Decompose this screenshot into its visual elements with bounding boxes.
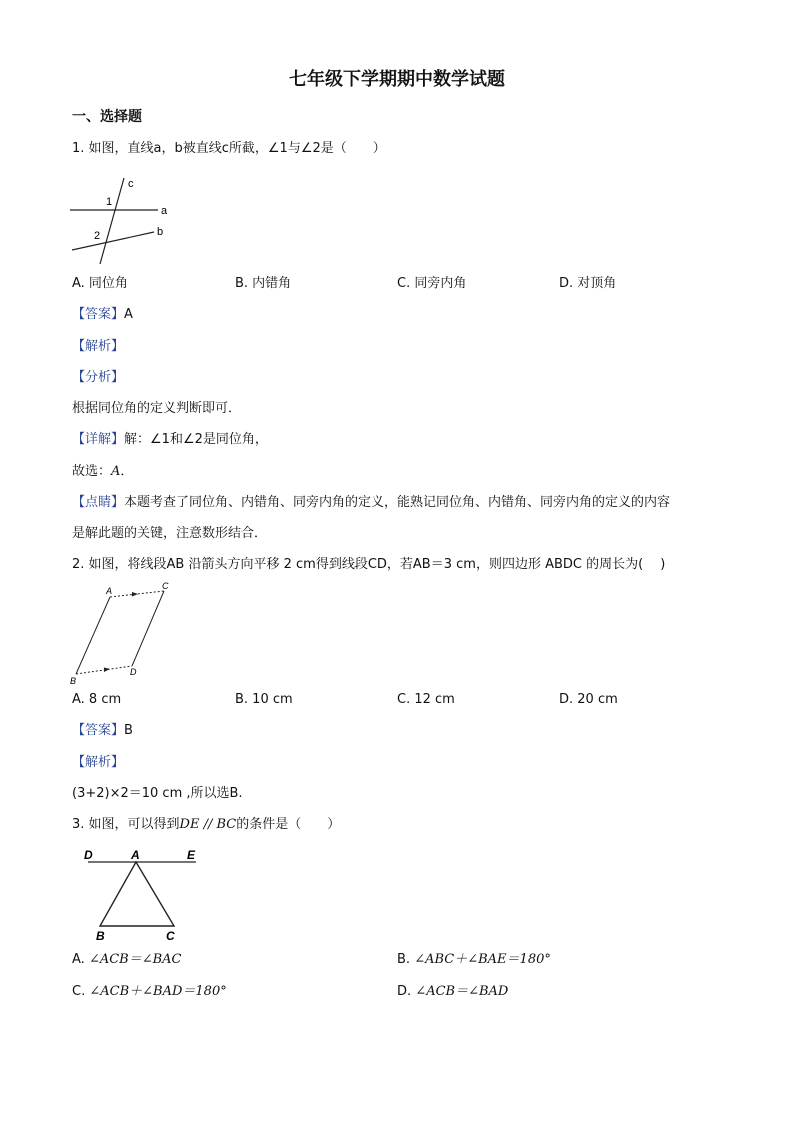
- line-b: [72, 232, 154, 250]
- label-a: a: [161, 205, 168, 217]
- q1-stem: 1. 如图，直线a，b被直线c所截，∠1与∠2是（ ）: [72, 141, 386, 156]
- segment-cd: [132, 591, 164, 666]
- detail-tag: 【详解】: [72, 432, 125, 447]
- section-heading: 一、选择题: [72, 109, 142, 125]
- q3-option-c: [72, 983, 227, 1001]
- choose-prefix: 故选：: [72, 464, 112, 479]
- option-math: ∠ACB＝∠BAC: [88, 952, 182, 967]
- segment-ab: [76, 597, 110, 674]
- label-B: B: [70, 676, 77, 686]
- q1-option-a: A. 同位角: [72, 276, 128, 291]
- choose-suffix: ．: [120, 464, 134, 479]
- page-title: 七年级下学期期中数学试题: [289, 69, 505, 90]
- answer-tag: 【答案】: [72, 307, 125, 322]
- label-D: D: [84, 848, 93, 862]
- label-C: C: [166, 929, 175, 943]
- label-B: B: [96, 929, 105, 943]
- option-math: ∠ACB＋∠BAD＝180°: [89, 984, 227, 999]
- label-D: D: [130, 667, 137, 677]
- q3-stem: [72, 816, 340, 834]
- arrowhead-ac: [132, 592, 138, 597]
- q2-option-b: B. 10 cm: [235, 692, 293, 707]
- q1-fenxi-tag: 【分析】: [72, 370, 125, 385]
- option-label: D.: [397, 984, 412, 999]
- q1-figure: [66, 174, 178, 266]
- q3-option-d: [397, 983, 508, 1001]
- q2-solution: (3+2)×2＝10 cm ,所以选B.: [72, 786, 243, 801]
- q3-option-b: [397, 951, 551, 969]
- comment-tag: 【点睛】: [72, 495, 125, 510]
- triangle-abc: [100, 862, 174, 926]
- label-A: A: [131, 848, 140, 862]
- q1-comment-line2: 是解此题的关键，注意数形结合．: [72, 526, 268, 541]
- q1-option-c: C. 同旁内角: [397, 276, 467, 291]
- q2-stem: 2. 如图，将线段AB 沿箭头方向平移 2 cm得到线段CD，若AB＝3 cm，则四边形 ABDC 的周长为( ): [72, 557, 666, 572]
- q1-detail: [72, 431, 268, 449]
- answer-value: A: [124, 307, 133, 322]
- q2-answer: [72, 722, 133, 740]
- q2-option-a: A. 8 cm: [72, 692, 122, 707]
- label-C: C: [162, 581, 169, 591]
- q1-answer: [72, 306, 133, 324]
- comment-line1: 本题考查了同位角、内错角、同旁内角的定义，能熟记同位角、内错角、同旁内角的定义的内容: [124, 495, 671, 510]
- q2-analysis-tag: 【解析】: [72, 755, 125, 770]
- label-c: c: [128, 178, 134, 190]
- choose-value: A: [111, 464, 121, 479]
- stem-prefix: 3. 如图，可以得到: [72, 817, 180, 832]
- stem-math: DE // BC: [179, 817, 237, 832]
- label-b: b: [157, 226, 164, 238]
- answer-tag: 【答案】: [72, 723, 125, 738]
- q2-option-d: D. 20 cm: [559, 692, 618, 707]
- q1-comment: [72, 494, 670, 512]
- option-label: A.: [72, 952, 85, 967]
- label-angle1: 1: [106, 196, 113, 208]
- line-c: [100, 178, 124, 264]
- detail-text: 解：∠1和∠2是同位角，: [124, 432, 268, 447]
- option-label: B.: [397, 952, 411, 967]
- label-A: A: [106, 586, 113, 596]
- q1-option-d: D. 对顶角: [559, 276, 617, 291]
- q1-choose: [72, 463, 133, 481]
- q1-fenxi-text: 根据同位角的定义判断即可．: [72, 401, 242, 416]
- answer-value: B: [124, 723, 133, 738]
- q3-option-a: [72, 951, 182, 969]
- option-math: ∠ACB＝∠BAD: [415, 984, 509, 999]
- q1-analysis-tag: 【解析】: [72, 339, 125, 354]
- q2-option-c: C. 12 cm: [397, 692, 455, 707]
- option-label: C.: [72, 984, 86, 999]
- q1-option-b: B. 内错角: [235, 276, 292, 291]
- stem-suffix: 的条件是（ ）: [236, 817, 341, 832]
- label-E: E: [187, 848, 196, 862]
- option-math: ∠ABC＋∠BAE＝180°: [414, 952, 551, 967]
- q2-figure: [66, 580, 178, 686]
- q3-figure: [80, 846, 204, 944]
- label-angle2: 2: [94, 230, 101, 242]
